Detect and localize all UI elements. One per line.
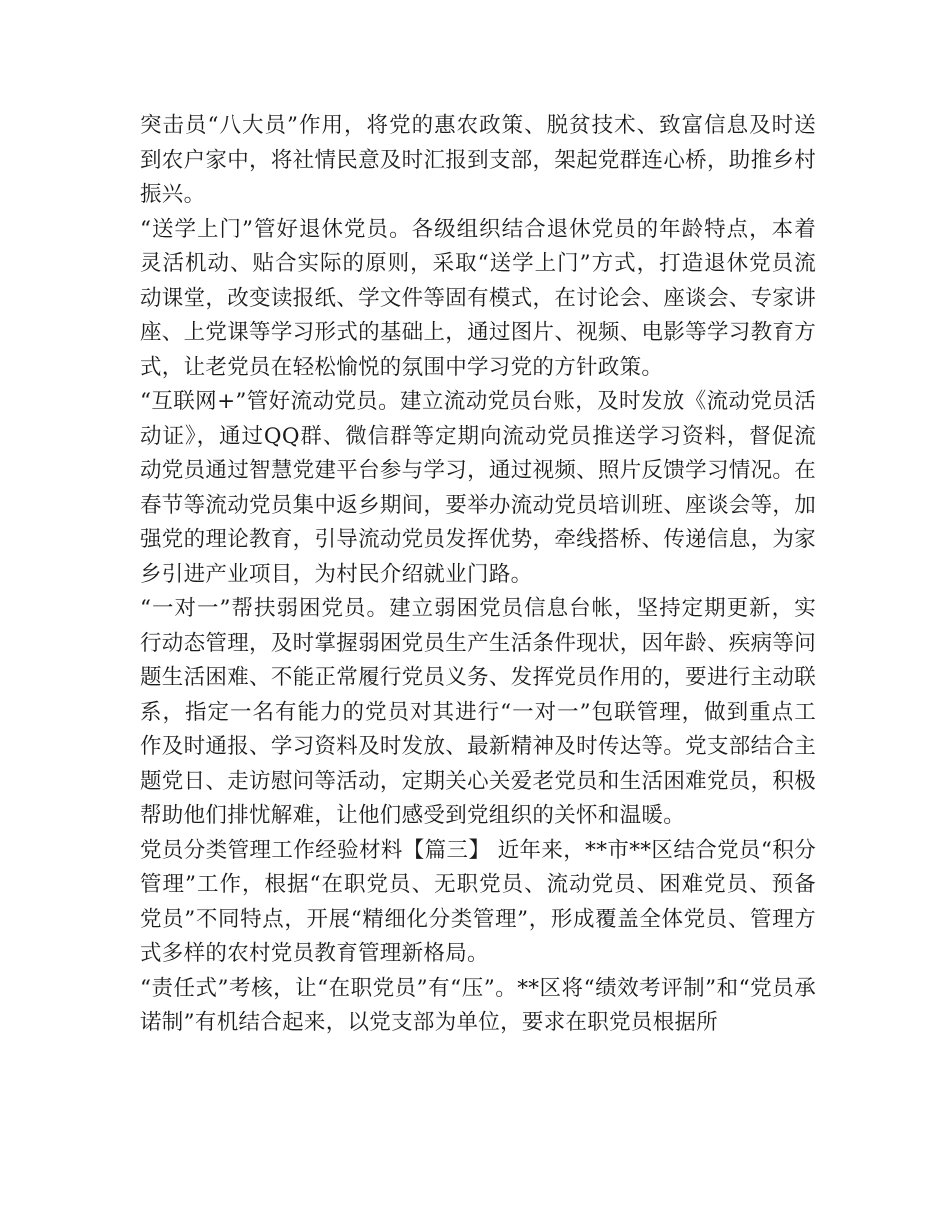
paragraph-2: “送学上门”管好退休党员。各级组织结合退休党员的年龄特点，本着灵活机动、贴合实际的原则，采取“送学上门”方式，打造退休党员流动课堂，改变读报纸、学文件等固有模式，在讨论会、座谈会、专家讲座、上党课等学习形式的基础上，通过图片、视频、电影等学习教育方式，让老党员在轻松愉悦的氛围中学习党的方针政策。 xyxy=(140,216,816,380)
document-body xyxy=(140,109,816,1041)
paragraph-4: “一对一”帮扶弱困党员。建立弱困党员信息台帐，坚持定期更新，实行动态管理，及时掌握弱困党员生产生活条件现状，因年龄、疾病等问题生活困难、不能正常履行党员义务、发挥党员作用的，要进行主动联系，指定一名有能力的党员对其进行“一对一”包联管理，做到重点工作及时通报、学习资料及时发放、最新精神及时传达等。党支部结合主题党日、走访慰问等活动，定期关心关爱老党员和生活困难党员，积极帮助他们排忧解难，让他们感受到党组织的关怀和温暖。 xyxy=(140,596,816,828)
paragraph-1: 突击员“八大员”作用，将党的惠农政策、脱贫技术、致富信息及时送到农户家中，将社情民意及时汇报到支部，架起党群连心桥，助推乡村振兴。 xyxy=(140,113,816,207)
paragraph-5: 党员分类管理工作经验材料【篇三】 近年来，**市**区结合党员“积分管理”工作，根据“在职党员、无职党员、流动党员、困难党员、预备党员”不同特点，开展“精细化分类管理”，形成覆盖全体党员、管理方式多样的农村党员教育管理新格局。 xyxy=(140,837,816,966)
paragraph-3: “互联网+”管好流动党员。建立流动党员台账，及时发放《流动党员活动证》，通过QQ群、微信群等定期向流动党员推送学习资料，督促流动党员通过智慧党建平台参与学习，通过视频、照片反馈学习情况。在春节等流动党员集中返乡期间，要举办流动党员培训班、座谈会等，加强党的理论教育，引导流动党员发挥优势，牵线搭桥、传递信息，为家乡引进产业项目，为村民介绍就业门路。 xyxy=(140,389,816,587)
paragraph-6: “责任式”考核，让“在职党员”有“压”。**区将“绩效考评制”和“党员承诺制”有机结合起来，以党支部为单位，要求在职党员根据所 xyxy=(140,975,816,1035)
